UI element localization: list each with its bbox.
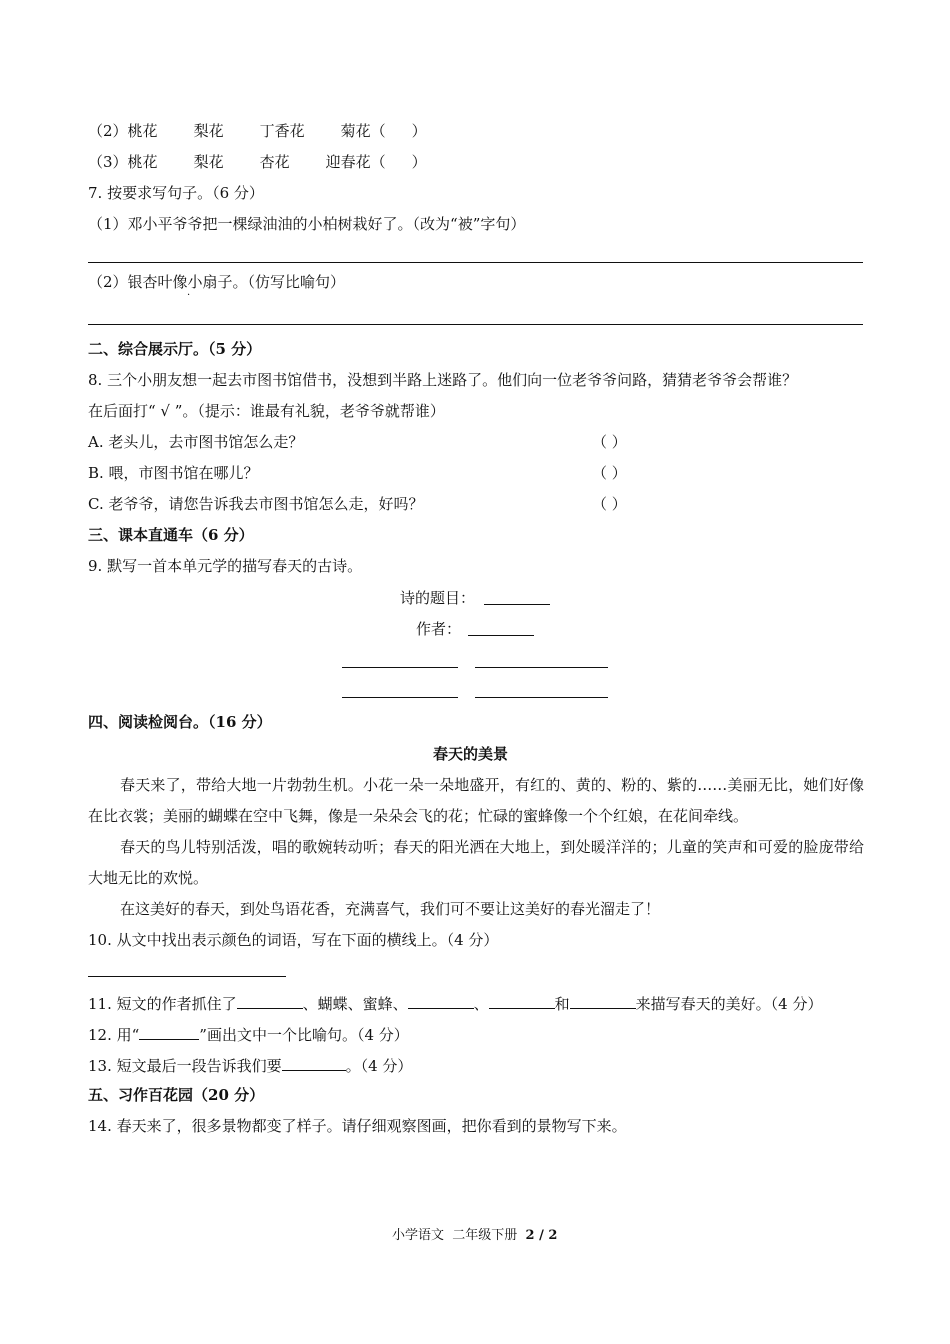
article-title: 春天的美景 [433,745,509,763]
answer-line [88,976,286,977]
word: 丁香花 [259,122,305,140]
word: 桃花 [127,122,158,140]
word: 杏花 [259,153,290,171]
emphasis-dot: · [187,290,191,301]
q8-option-c-paren: （ ） [592,495,627,513]
poem-title-label: 诗的题目： [400,589,476,607]
section-5-heading: 五、习作百花园（20 分） [88,1086,265,1104]
answer-blank [139,1023,199,1040]
q6-row-2 [88,121,427,141]
article-paragraph-1: 春天来了，带给大地一片勃勃生机。小花一朵一朵地盛开，有红的、黄的、粉的、紫的……美丽无比，她们好像在比衣裳；美丽的蝴蝶在空中飞舞，像是一朵朵会飞的花；忙碌的蜜蜂像一个个红娘，在花间牵线。 [88,776,864,825]
q7-sub1: （1）邓小平爷爷把一棵绿油油的小柏树栽好了。（改为“被”字句） [88,215,526,233]
q9: 9. 默写一首本单元学的描写春天的古诗。 [88,557,363,575]
answer-blank [237,992,303,1009]
q11 [88,992,823,1014]
answer-paren-close: ） [411,122,427,140]
q11-text: 和 [554,995,570,1013]
q11-text: 来描写春天的美好。（4 分） [635,995,823,1013]
answer-paren-open: 菊花（ [340,122,386,140]
section-4-heading: 四、阅读检阅台。（16 分） [88,713,272,731]
poem-line-blank [475,667,608,668]
q13-text: 。（4 分） [345,1057,413,1075]
poem-author-label: 作者： [416,620,462,638]
article-paragraph-3: 在这美好的春天，到处鸟语花香，充满喜气，我们可不要让这美好的春光溜走了！ [120,900,661,918]
poem-line-blank [342,697,458,698]
q7-title: 7. 按要求写句子。（6 分） [88,184,264,202]
section-2-heading: 二、综合展示厅。（5 分） [88,340,262,358]
q8-option-b: B. 喂，市图书馆在哪儿？ [88,464,259,482]
q13 [88,1054,412,1076]
q8-line-2: 在后面打“ √ ”。（提示：谁最有礼貌，老爷爷就帮谁） [88,402,445,420]
q8-option-a-paren: （ ） [592,433,627,451]
q11-text: 11. 短文的作者抓住了 [88,995,237,1013]
answer-paren-open: 迎春花（ [325,153,386,171]
word: 梨花 [193,153,224,171]
q14: 14. 春天来了，很多景物都变了样子。请仔细观察图画，把你看到的景物写下来。 [88,1117,627,1135]
q12 [88,1023,409,1045]
poem-line-blank [475,697,608,698]
answer-paren-close: ） [411,153,427,171]
row-number: （2） [88,122,128,140]
q8-option-c: C. 老爷爷，请您告诉我去市图书馆怎么走，好吗？ [88,495,424,513]
q11-text: 、 [473,995,489,1013]
q12-text: 12. 用“ [88,1026,140,1044]
section-3-heading: 三、课本直通车（6 分） [88,526,254,544]
poem-line-blank [342,667,458,668]
poem-title-blank [484,604,550,605]
q6-row-3 [88,152,427,172]
answer-blank [282,1054,346,1071]
answer-blank [408,992,474,1009]
page-number: 2 / 2 [525,1228,558,1243]
word: 桃花 [127,153,158,171]
answer-blank [489,992,555,1009]
q8-option-a: A. 老头儿，去市图书馆怎么走？ [88,433,304,451]
article-paragraph-2: 春天的鸟儿特别活泼，唱的歌婉转动听；春天的阳光洒在大地上，到处暖洋洋的；儿童的笑声和可爱的脸庞带给大地无比的欢悦。 [88,838,864,887]
row-number: （3） [88,153,128,171]
page-footer [392,1226,557,1246]
word: 梨花 [193,122,224,140]
answer-line [88,262,863,263]
poem-author-blank [468,635,534,636]
q10: 10. 从文中找出表示颜色的词语，写在下面的横线上。（4 分） [88,931,499,949]
answer-line [88,324,863,325]
q8-line-1: 8. 三个小朋友想一起去市图书馆借书，没想到半路上迷路了。他们向一位老爷爷问路，猜猜老爷爷会帮谁？ [88,371,798,389]
q8-option-b-paren: （ ） [592,464,627,482]
q11-text: 、蝴蝶、蜜蜂、 [302,995,408,1013]
footer-label: 小学语文 二年级下册 [392,1228,526,1243]
q12-text: ”画出文中一个比喻句。（4 分） [199,1026,409,1044]
q7-sub2: （2）银杏叶像小扇子。（仿写比喻句） [88,273,346,291]
answer-blank [570,992,636,1009]
q13-text: 13. 短文最后一段告诉我们要 [88,1057,282,1075]
